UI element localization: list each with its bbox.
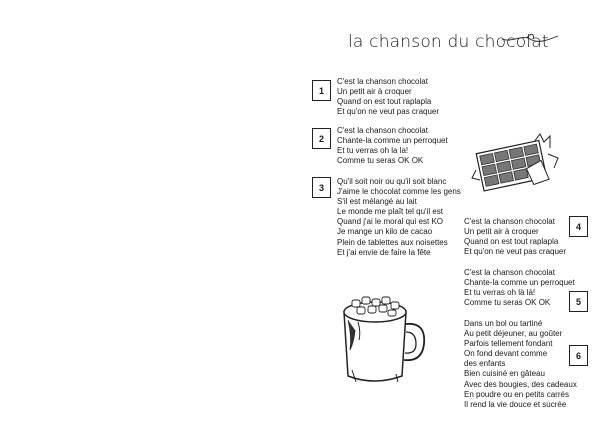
verse-line: Et j'ai envie de faire la fête (337, 247, 431, 257)
verse-line: Un petit air à croquer (337, 87, 412, 97)
verse-line: C'est la chanson chocolat (337, 77, 428, 86)
verse-line: On fond devant comme (464, 349, 548, 359)
verse-line: Quand j'ai le moral qui est KO (337, 217, 444, 227)
verse-line: Et qu'on ne veut pas craquer (337, 107, 440, 117)
verse-line: Avec des bougies, des cadeaux (464, 379, 577, 389)
verse-line: Bien cuisiné en gâteau (464, 369, 545, 379)
verse-line: C'est la chanson chocolat (464, 217, 555, 226)
verse-line: J'aime le chocolat comme les gens (337, 187, 461, 197)
verse-line: Au petit déjeuner, au goûter (464, 329, 563, 339)
verse-2 (337, 126, 448, 166)
verse-number-2: 2 (312, 128, 331, 149)
verse-5 (464, 268, 575, 308)
verse-line: Parfois tellement fondant (464, 339, 553, 349)
verse-line: Comme tu seras OK OK (337, 156, 424, 166)
verse-1 (337, 77, 439, 117)
verse-line: Chante-la comme un perroquet (337, 136, 448, 146)
verse-line: Je mange un kilo de cacao (337, 227, 433, 237)
verse-number-6: 6 (569, 345, 588, 366)
verse-line: Dans un bol ou tartiné (464, 319, 543, 328)
chocolate-bar-icon (470, 130, 566, 196)
verse-line: Chante-la comme un perroquet (464, 278, 575, 288)
verse-line: Et tu verras oh là là! (464, 288, 536, 298)
verse-line: des enfants (464, 359, 506, 369)
title-swash-icon (500, 30, 560, 44)
verse-line: C'est la chanson chocolat (337, 126, 428, 135)
verse-number-5: 5 (569, 291, 588, 312)
verse-line: Comme tu seras OK OK (464, 298, 551, 308)
verse-line: S'il est mélangé au lait (337, 197, 417, 207)
verse-number-1: 1 (312, 80, 331, 101)
verse-number-3: 3 (312, 177, 331, 198)
verse-line: Et tu verras oh la la! (337, 146, 409, 156)
verse-line: Quand on est tout raplapla (337, 97, 432, 107)
page-title: la chanson du chocolat (348, 32, 549, 52)
verse-line: Et qu'on ne veut pas craquer (464, 247, 567, 257)
verse-line: Qu'il soit noir ou qu'il soit blanc (337, 177, 447, 186)
verse-line: Un petit air à croquer (464, 227, 539, 237)
verse-line: En poudre ou en petits carrés (464, 389, 569, 399)
verse-4 (464, 217, 566, 257)
verse-line: Le monde me plaît tel qu'il est (337, 207, 444, 217)
verse-6 (464, 319, 577, 410)
verse-3 (337, 177, 461, 258)
verse-line: Il rend la vie douce et sucrée (464, 399, 567, 409)
verse-number-4: 4 (569, 216, 588, 237)
verse-line: Plein de tablettes aux noisettes (337, 237, 448, 247)
verse-line: Quand on est tout raplapla (464, 237, 559, 247)
verse-line: C'est la chanson chocolat (464, 268, 555, 277)
hot-chocolate-mug-icon (328, 290, 444, 390)
